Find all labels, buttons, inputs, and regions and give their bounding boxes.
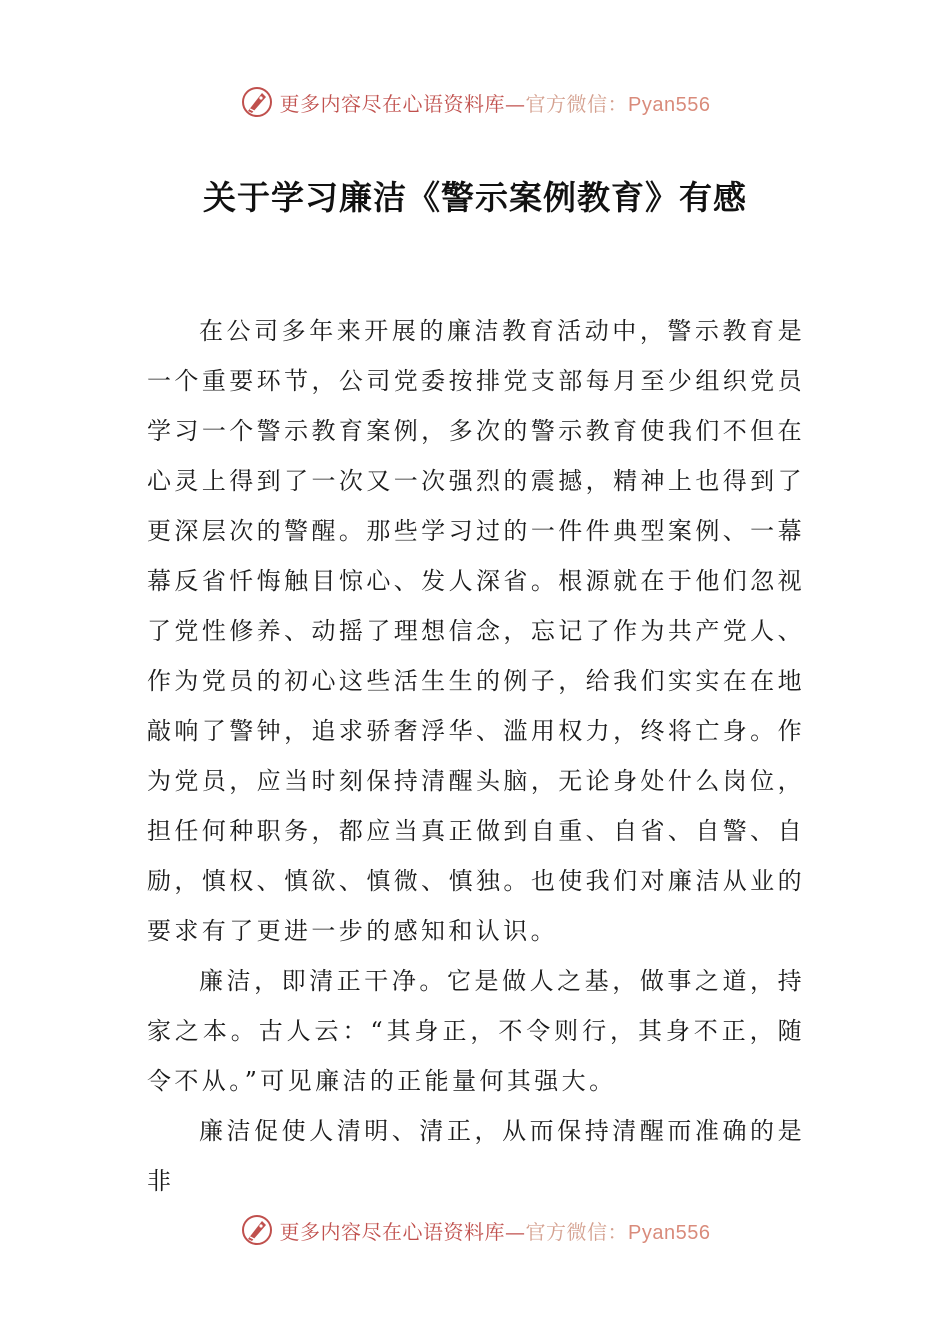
- banner-dash: —: [505, 91, 526, 116]
- pen-nib-logo-icon: [240, 85, 274, 119]
- banner-wechat-label: 官方微信：: [525, 91, 629, 116]
- banner-text: [280, 1216, 711, 1245]
- document-title: 关于学习廉洁《警示案例教育》有感: [203, 178, 747, 217]
- document-body: [147, 306, 805, 1206]
- paragraph: 廉洁促使人清明、清正，从而保持清醒而准确的是非: [147, 1117, 805, 1195]
- banner-main-text: 更多内容尽在心语资料库: [279, 91, 506, 116]
- header-banner: [0, 82, 950, 122]
- banner-wechat-label: 官方微信：: [525, 1219, 629, 1244]
- banner-main-text: 更多内容尽在心语资料库: [279, 1219, 506, 1244]
- pen-nib-logo-icon: [240, 1213, 274, 1247]
- banner-text: [280, 88, 711, 117]
- banner-wechat-id: Pyan556: [628, 93, 711, 116]
- banner-dash: —: [505, 1219, 526, 1244]
- paragraph: 在公司多年来开展的廉洁教育活动中，警示教育是一个重要环节，公司党委按排党支部每月至少组织党员学习一个警示教育案例，多次的警示教育使我们不但在心灵上得到了一次又一次强烈的震撼，精神上也得到了更深层次的警醒。那些学习过的一件件典型案例、一幕幕反省忏悔触目惊心、发人深省。根源就在于他们忽视了党性修养、动摇了理想信念，忘记了作为共产党人、作为党员的初心这些活生生的例子，给我们实实在在地敲响了警钟，追求骄奢浮华、滥用权力，终将亡身。作为党员，应当时刻保持清醒头脑，无论身处什么岗位，担任何种职务，都应当真正做到自重、自省、自警、自励，慎权、慎欲、慎微、慎独。也使我们对廉洁从业的要求有了更进一步的感知和认识。: [147, 317, 805, 945]
- banner-wechat-id: Pyan556: [628, 1221, 711, 1244]
- paragraph: 廉洁，即清正干净。它是做人之基，做事之道，持家之本。古人云：“其身正，不令则行，其身不正，随令不从。”可见廉洁的正能量何其强大。: [147, 967, 805, 1095]
- footer-banner: [0, 1210, 950, 1250]
